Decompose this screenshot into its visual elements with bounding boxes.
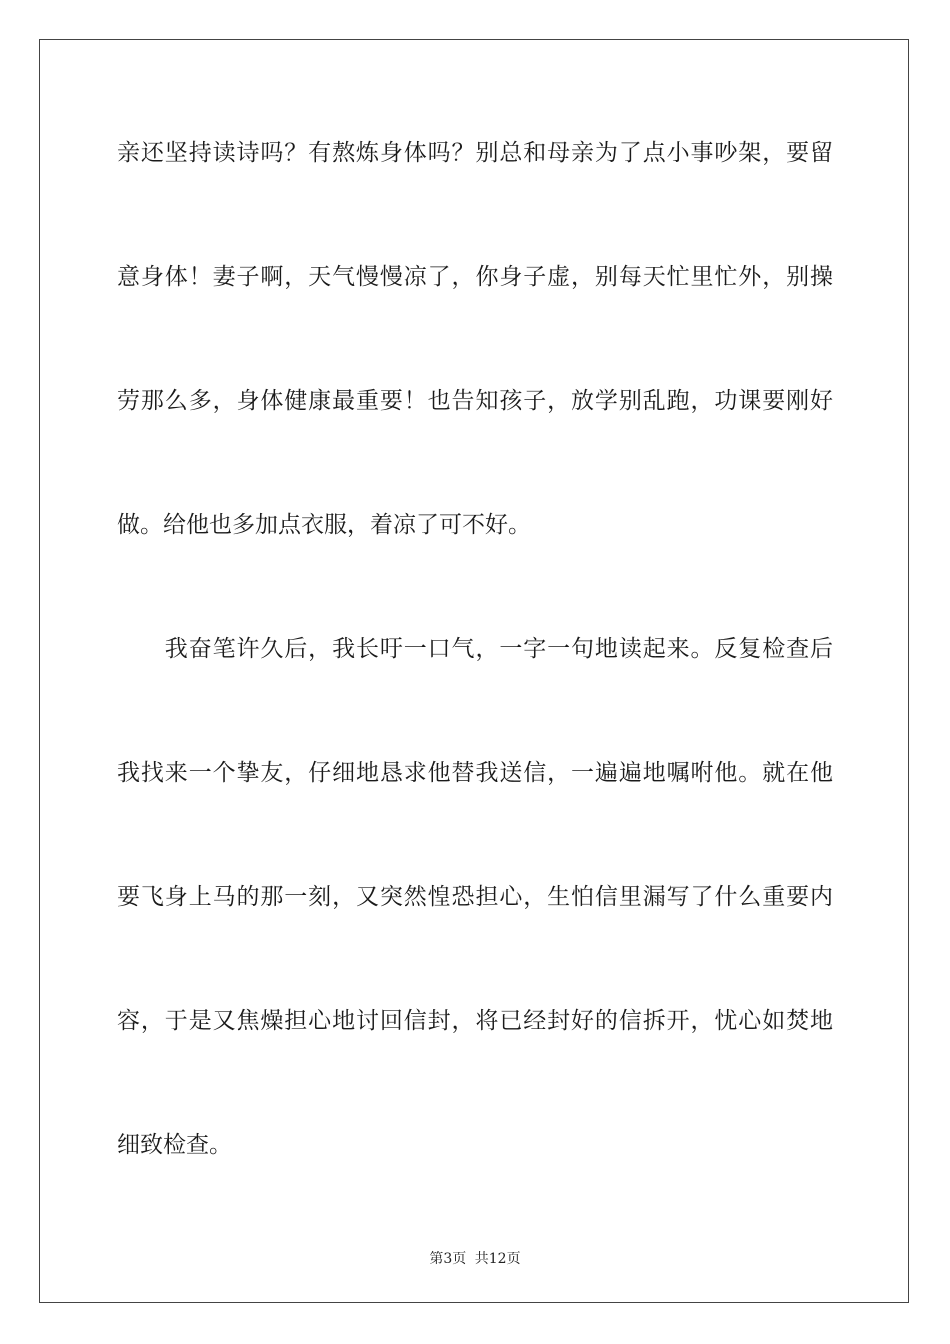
page-border xyxy=(39,39,909,1303)
page-footer xyxy=(0,1248,950,1268)
paragraph-line: 劳那么多，身体健康最重要！也告知孩子，放学别乱跑，功课要刚好 xyxy=(117,388,833,414)
paragraph-line: 做。给他也多加点衣服，着凉了可不好。 xyxy=(117,512,531,538)
paragraph-line: 我奋笔许久后，我长吁一口气，一字一句地读起来。反复检查后 xyxy=(117,636,833,662)
paragraph-line: 细致检查。 xyxy=(117,1132,232,1158)
paragraph-line: 容，于是又焦燥担心地讨回信封，将已经封好的信拆开，忧心如焚地 xyxy=(117,1008,833,1034)
page-number: 第3页 xyxy=(429,1251,467,1267)
paragraph-line: 亲还坚持读诗吗？有熬炼身体吗？别总和母亲为了点小事吵架，要留 xyxy=(117,140,833,166)
page-total: 共12页 xyxy=(474,1251,521,1267)
paragraph-line: 意身体！妻子啊，天气慢慢凉了，你身子虚，别每天忙里忙外，别操 xyxy=(117,264,833,290)
paragraph-line: 我找来一个挚友，仔细地恳求他替我送信，一遍遍地嘱咐他。就在他 xyxy=(117,760,833,786)
paragraph-line: 要飞身上马的那一刻，又突然惶恐担心，生怕信里漏写了什么重要内 xyxy=(117,884,833,910)
